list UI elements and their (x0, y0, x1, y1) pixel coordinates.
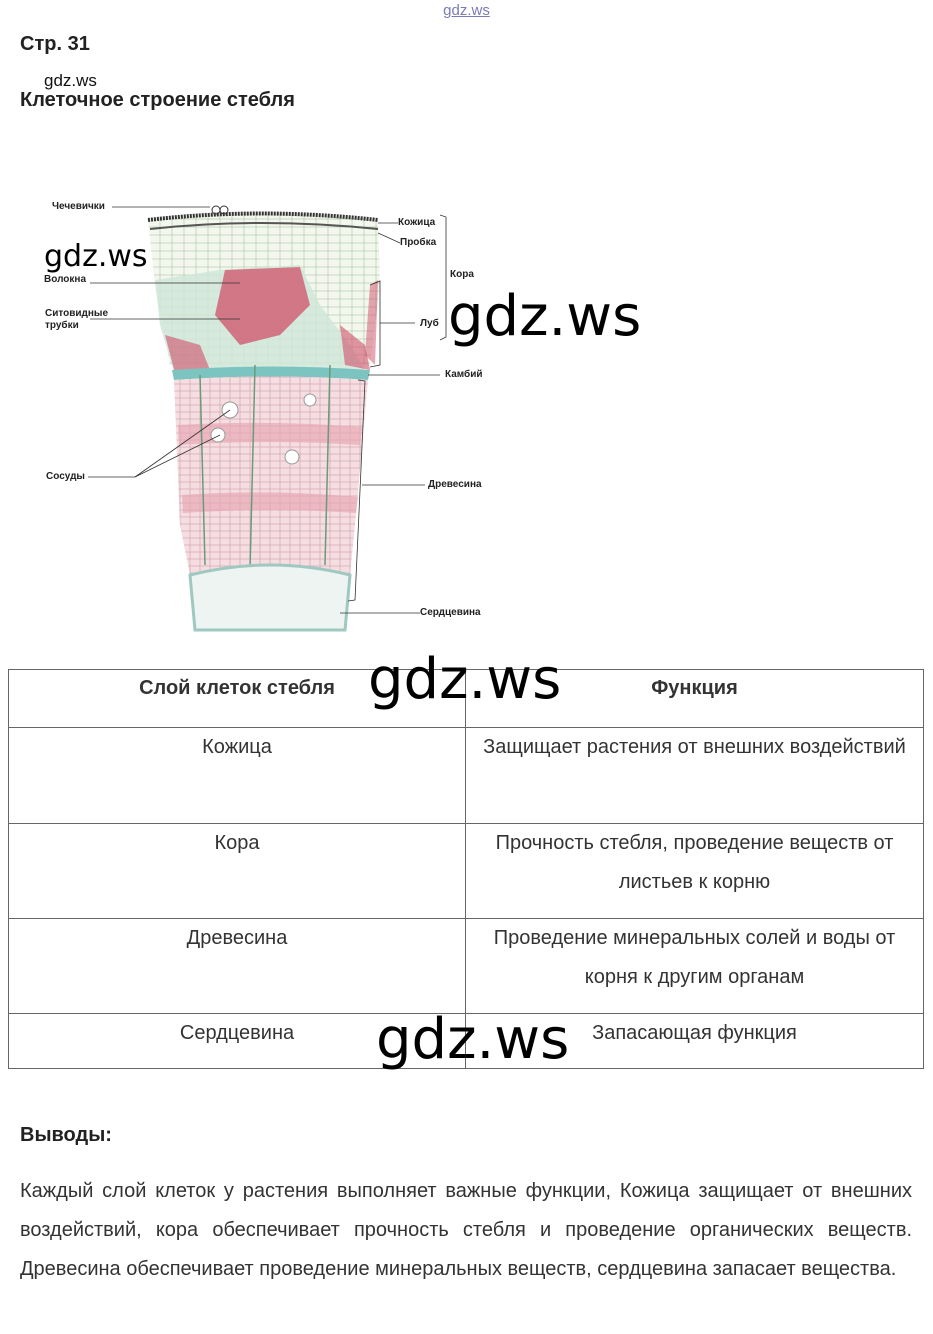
label-vessels: Сосуды (46, 471, 85, 482)
cell-layer: Кожица (9, 728, 466, 824)
label-epidermis: Кожица (398, 217, 436, 228)
label-pith: Сердцевина (420, 607, 481, 618)
cell-function: Запасающая функция (466, 1014, 924, 1069)
label-sieve-tubes-2: трубки (45, 320, 79, 331)
watermark-link[interactable]: gdz.ws (443, 2, 490, 19)
cell-function: Защищает растения от внешних воздействий (466, 728, 924, 824)
label-phloem: Луб (420, 318, 439, 329)
conclusions-title: Выводы: (20, 1124, 112, 1146)
page-title: Клеточное строение стебля (20, 89, 295, 111)
watermark-figure-large: gdz.ws (448, 284, 642, 349)
table-row (9, 824, 924, 919)
label-wood: Древесина (428, 479, 482, 490)
label-sieve-tubes-1: Ситовидные (45, 308, 109, 319)
cell-layer: Кора (9, 824, 466, 919)
cell-function: Прочность стебля, проведение веществ от листьев к корню (466, 824, 924, 919)
label-fibers: Волокна (44, 274, 87, 285)
header-function: Функция (466, 670, 924, 728)
label-cambium: Камбий (445, 369, 483, 380)
watermark-figure-small: gdz.ws (44, 239, 148, 274)
cell-layer: Древесина (9, 919, 466, 1014)
cell-function: Проведение минеральных солей и воды от корня к другим органам (466, 919, 924, 1014)
page-number: Стр. 31 (20, 33, 90, 55)
conclusions-text: Каждый слой клеток у растения выполняет важные функции, Кожица защищает от внешних воздействий, кора обеспечивает прочность стебля и проведение органических веществ. Древесина обеспечивает проведение минеральных веществ, сердцевина запасает вещества. (20, 1180, 912, 1280)
table-row (9, 728, 924, 824)
header-layer: Слой клеток стебля (9, 670, 466, 728)
watermark-table-top: gdz.ws (368, 647, 562, 712)
label-bark: Кора (450, 269, 474, 280)
label-lenticels: Чечевички (52, 201, 105, 212)
watermark-small: gdz.ws (44, 71, 97, 90)
label-cork: Пробка (400, 237, 437, 248)
watermark-table-bottom: gdz.ws (376, 1007, 570, 1072)
cell-layer: Сердцевина (9, 1014, 466, 1069)
table-row (9, 919, 924, 1014)
